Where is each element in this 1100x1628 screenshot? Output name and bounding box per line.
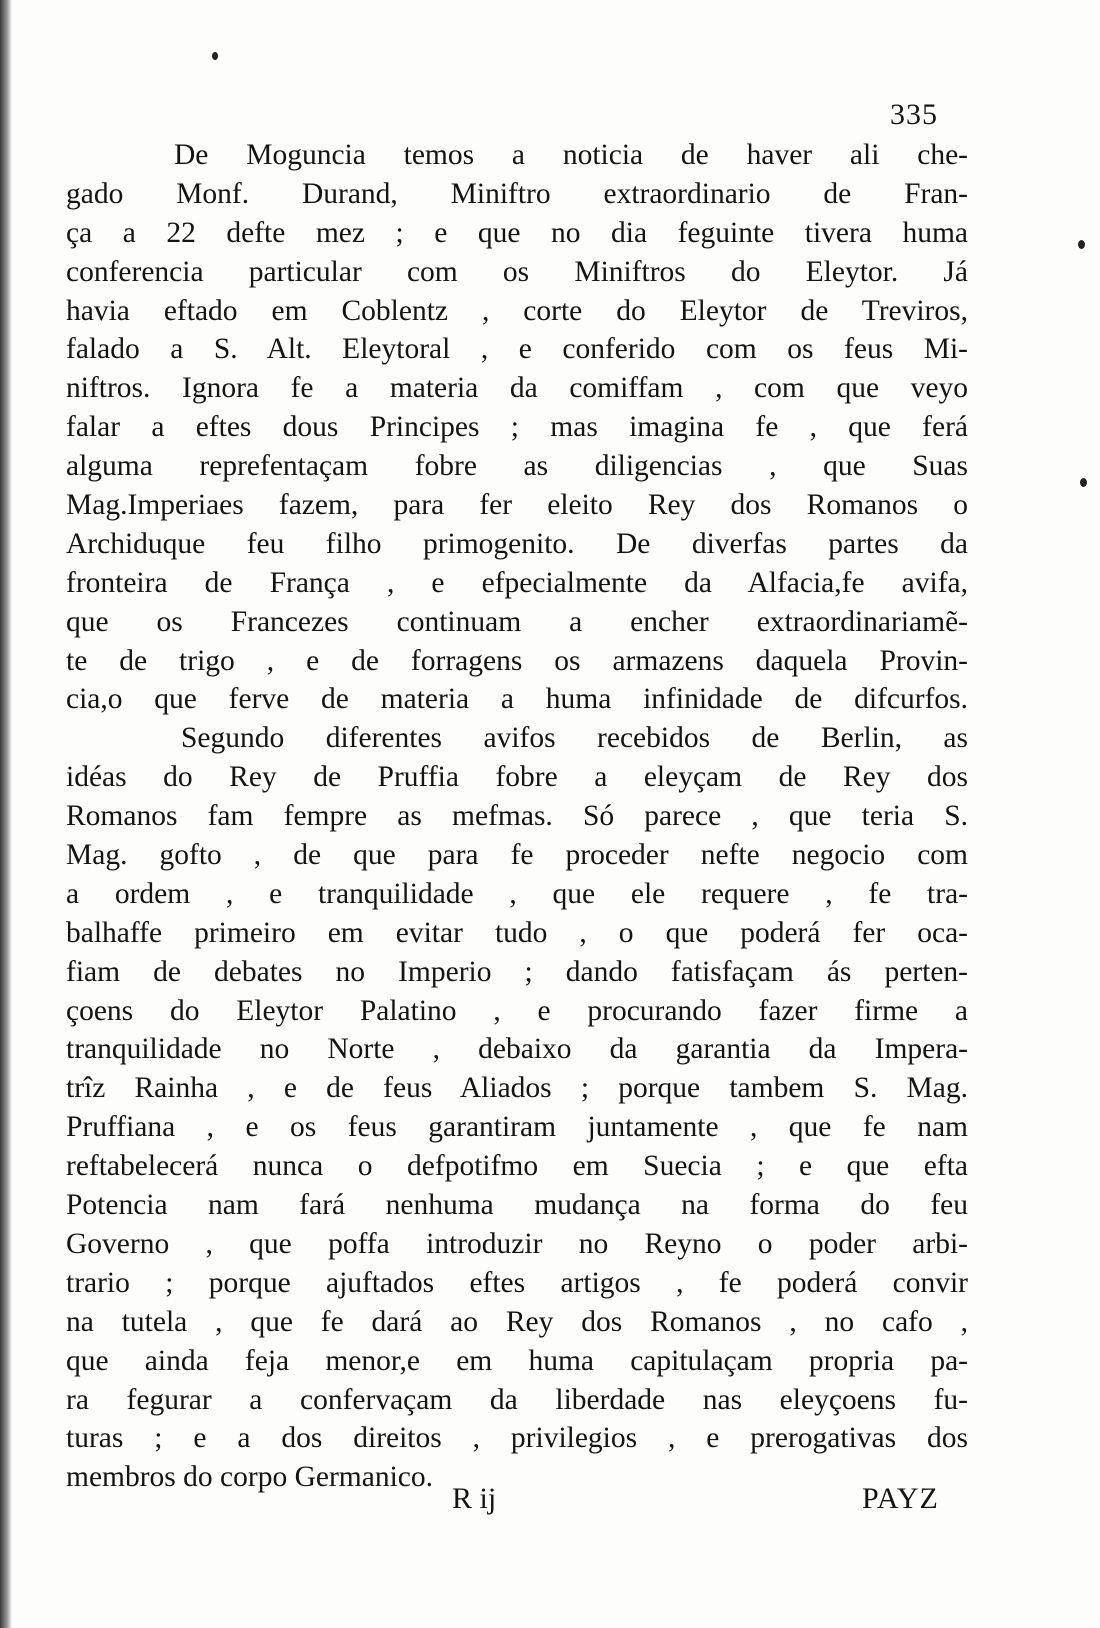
text-line: niftros. Ignora fe a materia da comiffam , com que veyo [66,372,968,405]
text-line: turas ; e a dos direitos , privilegios , e prerogativas dos [66,1422,968,1455]
text-line: De Moguncia temos a noticia de haver ali che- [174,139,968,171]
text-line: cia,o que ferve de materia a huma infinidade de difcurfos. [66,683,968,716]
ink-speck [1080,478,1087,487]
text-line: falado a S. Alt. Eleytoral , e conferido com os feus Mi- [66,333,968,366]
text-line: ça a 22 defte mez ; e que no dia feguinte tivera huma [66,216,968,249]
text-line: que os Francezes continuam a encher extraordinariamẽ- [66,605,968,638]
text-line: fronteira de França , e efpecialmente da Alfacia,fe avifa, [66,566,968,599]
text-line: çoens do Eleytor Palatino , e procurando fazer firme a [66,994,968,1027]
text-line: trario ; porque ajuftados eftes artigos , fe poderá convir [66,1266,968,1299]
ink-speck [212,52,218,60]
text-line: tranquilidade no Norte , debaixo da garantia da Impera- [66,1033,968,1066]
text-line: que ainda feja menor,e em huma capitulaçam propria pa- [66,1344,968,1377]
text-line: ra fegurar a confervaçam da liberdade nas eleyçoens fu- [66,1383,968,1416]
text-line: membros do corpo Germanico. [66,1461,434,1494]
text-line: Pruffiana , e os feus garantiram juntamente , que fe nam [66,1111,968,1144]
text-line: te de trigo , e de forragens os armazens daquela Provin- [66,644,968,677]
ink-speck [1078,240,1085,249]
signature-mark: R ij [452,1482,497,1515]
page-binding-edge [0,0,12,1628]
text-line: trîz Rainha , e de feus Aliados ; porque tambem S. Mag. [66,1072,968,1105]
text-line: idéas do Rey de Pruffia fobre a eleyçam de Rey dos [66,761,968,794]
body-text [66,136,968,1497]
text-line: Mag.Imperiaes fazem, para fer eleito Rey dos Romanos o [66,489,968,522]
text-line: Archiduque feu filho primogenito. De diverfas partes da [66,527,968,560]
text-line: a ordem , e tranquilidade , que ele requere , fe tra- [66,877,968,910]
catchword: PAYZ [862,1482,939,1515]
text-line: conferencia particular com os Miniftros do Eleytor. Já [66,255,968,288]
text-line: gado Monf. Durand, Miniftro extraordinario de Fran- [66,177,968,210]
text-line: fiam de debates no Imperio ; dando fatisfaçam ás perten- [66,955,968,988]
text-line: falar a eftes dous Principes ; mas imagina fe , que ferá [66,411,968,444]
text-line: alguma reprefentaçam fobre as diligencias , que Suas [66,450,968,483]
page-number: 335 [890,98,938,131]
text-line: reftabelecerá nunca o defpotifmo em Suecia ; e que efta [66,1150,968,1183]
text-line: balhaffe primeiro em evitar tudo , o que poderá fer oca- [66,916,968,949]
text-line: na tutela , que fe dará ao Rey dos Romanos , no cafo , [66,1305,968,1338]
text-line: Potencia nam fará nenhuma mudança na forma do feu [66,1189,968,1222]
text-line: Romanos fam fempre as mefmas. Só parece , que teria S. [66,800,968,833]
text-line: Segundo diferentes avifos recebidos de Berlin, as [181,722,968,755]
text-line: Governo , que poffa introduzir no Reyno o poder arbi- [66,1227,968,1260]
text-line: havia eftado em Coblentz , corte do Eleytor de Treviros, [66,294,968,327]
text-line: Mag. gofto , de que para fe proceder nefte negocio com [66,839,968,872]
